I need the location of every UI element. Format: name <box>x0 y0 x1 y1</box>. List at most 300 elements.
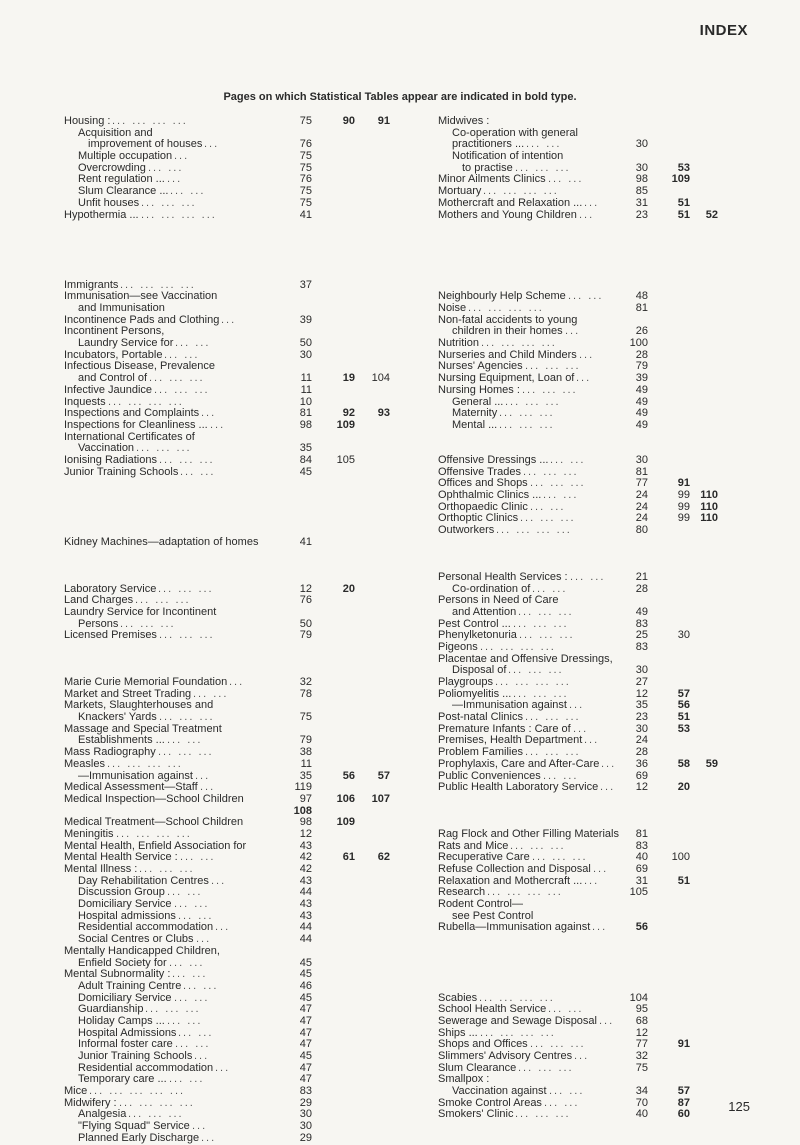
index-entry <box>438 338 738 350</box>
leader-dots: ... ... ... ... <box>487 886 563 899</box>
leader-dots: ... <box>211 874 227 887</box>
leader-dots: ... ... ... <box>532 851 588 864</box>
leader-dots: ... ... ... ... <box>480 640 556 653</box>
index-entry <box>64 829 384 841</box>
leader-dots: ... <box>215 1061 231 1074</box>
index-entry-label: Mortuary <box>438 185 482 198</box>
page-ref: 69 <box>635 863 648 875</box>
page-ref: 43 <box>299 874 312 887</box>
index-entry-label: Temporary care ... <box>78 1073 167 1086</box>
index-entry-label: Incubators, Portable <box>64 348 163 361</box>
leader-dots: ... ... ... <box>136 442 192 455</box>
page-ref: 12 <box>635 687 648 700</box>
page-ref: 35 <box>299 442 312 455</box>
index-entry-label: Persons <box>78 617 119 630</box>
page-ref: 99 <box>677 512 690 525</box>
index-entry-label: Enfield Society for <box>78 956 167 969</box>
page-ref: 47 <box>299 1026 312 1039</box>
index-entry <box>438 116 738 128</box>
index-entry-label: Junior Training Schools <box>64 465 179 478</box>
spacer <box>64 490 384 502</box>
index-entry-label: Ships ... <box>438 1026 478 1039</box>
page-ref: 108 <box>293 804 312 817</box>
spacer <box>438 432 738 444</box>
index-entry-label: Premises, Health Department <box>438 734 583 747</box>
index-entry-label: Nursing Equipment, Loan of <box>438 372 575 385</box>
index-entry <box>438 525 738 537</box>
page-ref: 81 <box>635 827 648 840</box>
index-entry-label: Playgroups <box>438 676 494 688</box>
index-entry-label: Knackers' Yards <box>78 711 157 724</box>
leader-dots: ... ... <box>180 851 216 864</box>
leader-dots: ... ... <box>172 968 208 981</box>
leader-dots: ... <box>601 757 617 770</box>
index-entry-label: Outworkers <box>438 524 495 537</box>
index-entry-label: Hospital Admissions <box>78 1026 177 1039</box>
page-ref: 24 <box>635 489 648 501</box>
page-ref: 51 <box>677 208 690 221</box>
index-entry-label: practitioners ... <box>452 138 525 151</box>
leader-dots: ... ... <box>550 453 586 466</box>
index-entry-label: General ... <box>452 395 504 408</box>
page-ref: 47 <box>299 1073 312 1086</box>
index-entry-label: Markets, Slaughterhouses and <box>64 699 214 712</box>
leader-dots: ... ... ... <box>513 617 569 630</box>
page-ref: 11 <box>300 757 312 770</box>
page-ref: 49 <box>635 383 648 396</box>
page-ref: 76 <box>299 173 312 186</box>
page-ref: 51 <box>677 196 690 209</box>
index-entry <box>438 490 738 502</box>
leader-dots: ... ... ... <box>518 1061 574 1074</box>
page-ref: 100 <box>629 337 648 350</box>
page-ref: 99 <box>677 489 690 501</box>
leader-dots: ... <box>196 933 212 946</box>
spacer <box>64 513 384 525</box>
leader-dots: ... ... <box>175 1038 211 1051</box>
page-ref: 29 <box>299 1131 312 1144</box>
leader-dots: ... <box>584 734 600 747</box>
leader-dots: ... ... <box>544 1096 580 1109</box>
page-ref: 38 <box>299 746 312 759</box>
index-entry-label: Inspections for Cleanliness ... <box>64 418 208 431</box>
index-entry-label: Acquisition and <box>78 126 153 139</box>
index-entry <box>438 210 738 222</box>
index-entry-label: Domiciliary Service <box>78 991 172 1004</box>
leader-dots: ... ... ... <box>159 453 215 466</box>
page-ref: 31 <box>635 874 648 887</box>
index-entry-label: Mothercraft and Relaxation ... <box>438 196 583 209</box>
leader-dots: ... ... <box>148 161 184 174</box>
index-entry-label: Nursing Homes : <box>438 383 520 396</box>
index-entry-label: Vaccination <box>78 442 135 455</box>
page-ref: 44 <box>299 921 312 934</box>
leader-dots: ... ... ... ... <box>116 827 192 840</box>
leader-dots: ... ... <box>167 734 203 747</box>
index-entry-label: Ophthalmic Clinics ... <box>438 489 542 501</box>
spacer <box>438 958 738 970</box>
index-entry <box>438 385 738 397</box>
index-heading: INDEX <box>699 22 748 39</box>
leader-dots: ... <box>210 418 226 431</box>
leader-dots: ... <box>215 921 231 934</box>
index-entry <box>64 420 384 432</box>
index-entry <box>438 1051 738 1063</box>
page-ref: 45 <box>299 465 312 478</box>
index-entry <box>64 385 384 397</box>
page-ref: 51 <box>677 874 690 887</box>
page-ref: 32 <box>635 1050 648 1062</box>
page-ref: 75 <box>299 161 312 174</box>
index-entry-label: Smoke Control Areas <box>438 1096 542 1109</box>
page-ref: 50 <box>299 617 312 630</box>
index-entry <box>438 1086 738 1098</box>
index-entry <box>64 115 390 128</box>
page-ref: 76 <box>299 138 312 151</box>
page-ref: 49 <box>635 418 648 431</box>
index-entry-label: Mental Illness : <box>64 863 138 875</box>
page-ref: 53 <box>677 722 690 735</box>
index-entry-label: Discussion Group <box>78 886 165 899</box>
leader-dots: ... <box>192 1120 208 1133</box>
leader-dots: ... ... ... ... <box>120 278 196 291</box>
leader-dots: ... <box>201 1131 217 1144</box>
spacer <box>438 946 738 958</box>
index-entry-label: Social Centres or Clubs <box>78 933 194 946</box>
page-ref: 81 <box>635 302 648 314</box>
index-entry-label: Planned Early Discharge <box>78 1131 200 1144</box>
leader-dots: ... ... ... ... <box>496 524 572 537</box>
spacer <box>64 502 384 514</box>
leader-dots: ... ... ... <box>158 746 214 759</box>
index-entry <box>64 151 384 163</box>
page-ref: 75 <box>299 711 312 724</box>
index-entry-label: Pest Control ... <box>438 617 511 630</box>
leader-dots: ... ... <box>543 489 579 501</box>
page-ref: 99 <box>677 500 690 513</box>
leader-dots: ... ... ... ... <box>141 208 217 221</box>
page-ref: 107 <box>371 792 390 805</box>
page-ref: 40 <box>635 851 648 864</box>
page-ref: 104 <box>371 372 390 385</box>
spacer <box>64 245 384 257</box>
leader-dots: ... ... ... ... ... <box>89 1085 186 1098</box>
index-entry-label: Midwifery : <box>64 1096 117 1109</box>
page-ref: 56 <box>342 769 355 782</box>
leader-dots: ... <box>565 325 581 338</box>
index-entry-label: Mental Health Service : <box>64 851 178 864</box>
leader-dots: ... <box>584 196 600 209</box>
page-ref: 105 <box>629 886 648 899</box>
page-ref: 42 <box>299 863 312 875</box>
index-entry-label: Mice <box>64 1085 88 1098</box>
bold-type-note: Pages on which Statistical Tables appear are indicated in bold type. <box>223 91 577 103</box>
index-entry-label: Rubella—Immunisation against <box>438 921 591 934</box>
page-ref: 12 <box>635 1026 648 1039</box>
leader-dots: ... <box>579 348 595 361</box>
spacer <box>64 233 384 245</box>
page-ref: 30 <box>299 348 312 361</box>
spacer <box>64 642 384 654</box>
index-entry-label: Rats and Mice <box>438 839 509 852</box>
spacer <box>438 233 738 245</box>
index-entry <box>64 537 384 549</box>
index-entry-label: Maternity <box>452 407 498 420</box>
index-entry-label: Co-ordination of <box>452 582 531 595</box>
leader-dots: ... ... <box>183 979 219 992</box>
page-ref: 83 <box>635 640 648 653</box>
index-entry <box>438 712 738 724</box>
leader-dots: ... ... ... <box>520 512 576 525</box>
page-ref: 95 <box>635 1003 648 1016</box>
leader-dots: ... ... <box>175 337 211 350</box>
spacer <box>438 794 738 806</box>
page-ref: 28 <box>635 582 648 595</box>
index-entry <box>64 338 384 350</box>
spacer <box>64 560 384 572</box>
spacer <box>64 548 384 560</box>
page-ref: 105 <box>336 453 355 466</box>
page-ref: 109 <box>336 816 355 829</box>
index-entry <box>438 829 738 841</box>
index-entry-label: Overcrowding <box>78 161 146 174</box>
index-entry-label: Placentae and Offensive Dressings, <box>438 652 613 665</box>
index-entry-label: Mothers and Young Children <box>438 208 577 221</box>
index-entry <box>64 864 384 876</box>
leader-dots: ... <box>579 208 595 221</box>
leader-dots: ... <box>600 781 616 794</box>
index-entry-label: Licensed Premises <box>64 629 157 642</box>
index-entry-label: Offensive Dressings ... <box>438 453 549 466</box>
index-entry-label: Day Rehabilitation Centres <box>78 874 209 887</box>
leader-dots: ... ... ... ... <box>107 757 183 770</box>
index-entry-label: Housing : <box>64 115 111 127</box>
page-ref: 43 <box>299 898 312 911</box>
index-entry-label: Mental ... <box>452 418 498 431</box>
page-ref: 20 <box>677 781 690 794</box>
leader-dots: ... ... ... <box>159 629 215 642</box>
page-ref: 110 <box>700 489 718 501</box>
index-entry <box>64 303 384 315</box>
index-entry <box>438 677 738 689</box>
page-ref: 100 <box>671 851 690 864</box>
index-entry-label: Mentally Handicapped Children, <box>64 944 220 957</box>
leader-dots: ... ... ... <box>513 687 569 700</box>
page-ref: 69 <box>635 769 648 782</box>
page-number: 125 <box>728 1099 750 1114</box>
index-entry-label: Non-fatal accidents to young <box>438 313 578 326</box>
index-entry-label: Orthoptic Clinics <box>438 512 519 525</box>
index-entry-label: Shops and Offices <box>438 1038 528 1051</box>
page-ref: 30 <box>635 664 648 677</box>
page-ref: 75 <box>635 1061 648 1074</box>
leader-dots: ... ... ... <box>508 664 564 677</box>
index-entry-label: Informal foster care <box>78 1038 173 1051</box>
leader-dots: ... ... <box>568 290 604 303</box>
leader-dots: ... ... ... <box>505 395 561 408</box>
page-ref: 78 <box>299 687 312 700</box>
page-ref: 70 <box>635 1096 648 1109</box>
spacer <box>438 537 738 549</box>
index-entry-label: Offensive Trades <box>438 465 521 478</box>
leader-dots: ... ... ... <box>525 360 581 373</box>
spacer <box>438 981 738 993</box>
page-ref: 61 <box>342 851 355 864</box>
page-ref: 44 <box>299 933 312 946</box>
page-ref: 43 <box>299 839 312 852</box>
index-entry-label: and Control of <box>78 372 148 385</box>
leader-dots: ... ... ... <box>145 1003 201 1016</box>
page-ref: 45 <box>299 991 312 1004</box>
index-entry-label: Rodent Control— <box>438 898 523 911</box>
index-entry-label: Immigrants <box>64 278 119 291</box>
page-ref: 42 <box>299 851 312 864</box>
index-entry-label: Vaccination against <box>452 1085 547 1098</box>
index-entry-label: Establishments ... <box>78 734 165 747</box>
index-column-right <box>438 116 738 1121</box>
index-entry <box>64 759 384 771</box>
leader-dots: ... <box>194 1050 210 1062</box>
page-ref: 30 <box>299 1120 312 1133</box>
index-entry-label: Research <box>438 886 486 899</box>
index-entry-label: Co-operation with general <box>452 126 578 139</box>
page-ref: 39 <box>299 313 312 326</box>
index-entry-label: Infective Jaundice <box>64 383 153 396</box>
index-entry <box>438 759 738 771</box>
index-entry <box>64 1016 384 1028</box>
leader-dots: ... <box>592 921 608 934</box>
spacer <box>438 256 738 268</box>
index-entry <box>438 572 738 584</box>
page-ref: 59 <box>705 757 718 770</box>
leader-dots: ... ... ... <box>525 746 581 759</box>
page-ref: 53 <box>677 161 690 174</box>
index-entry <box>64 677 384 689</box>
page-ref: 109 <box>671 173 690 186</box>
index-entry-label: and Immunisation <box>78 302 165 314</box>
index-entry-label: Hospital admissions <box>78 909 176 922</box>
leader-dots: ... ... ... <box>518 605 574 618</box>
page-ref: 77 <box>635 477 648 490</box>
index-entry-label: Pigeons <box>438 640 478 653</box>
leader-dots: ... ... ... ... <box>112 115 188 127</box>
leader-dots: ... ... <box>169 1073 205 1086</box>
page-ref: 77 <box>635 1038 648 1051</box>
index-entry-label: Laundry Service for <box>78 337 174 350</box>
page-ref: 23 <box>635 208 648 221</box>
page-ref: 75 <box>299 196 312 209</box>
page-ref: 43 <box>299 909 312 922</box>
page-ref: 20 <box>342 582 355 595</box>
leader-dots: ... <box>593 863 609 875</box>
index-entry-label: International Certificates of <box>64 430 195 443</box>
page-ref: 87 <box>677 1096 690 1109</box>
leader-dots: ... ... ... ... <box>480 1026 556 1039</box>
leader-dots: ... ... ... <box>530 1038 586 1051</box>
page-ref: 90 <box>342 115 355 127</box>
leader-dots: ... ... <box>164 348 200 361</box>
leader-dots: ... <box>574 1050 590 1062</box>
index-entry-label: Analgesia <box>78 1108 127 1121</box>
page-ref: 56 <box>635 921 648 934</box>
index-entry-label: Measles <box>64 757 105 770</box>
page-ref: 41 <box>299 208 312 221</box>
page-ref: 98 <box>299 418 312 431</box>
leader-dots: ... <box>204 138 220 151</box>
leader-dots: ... <box>221 313 237 326</box>
page-ref: 52 <box>705 208 718 221</box>
page-ref: 110 <box>700 512 718 525</box>
spacer <box>438 268 738 280</box>
page-ref: 57 <box>677 1085 690 1098</box>
page-ref: 32 <box>299 676 312 688</box>
index-entry <box>438 864 738 876</box>
leader-dots: ... ... ... <box>515 1108 571 1121</box>
page-ref: 98 <box>635 173 648 186</box>
page-ref: 45 <box>299 968 312 981</box>
leader-dots: ... ... <box>526 138 562 151</box>
page-ref: 106 <box>336 792 355 805</box>
leader-dots: ... ... <box>170 185 206 198</box>
leader-dots: ... ... ... <box>120 617 176 630</box>
index-entry <box>438 1016 738 1028</box>
leader-dots: ... ... <box>193 687 229 700</box>
spacer <box>64 525 384 537</box>
index-entry-label: School Health Service <box>438 1003 547 1016</box>
index-entry-label: Guardianship <box>78 1003 144 1016</box>
index-entry-label: Incontinence Pads and Clothing <box>64 313 220 326</box>
index-entry-label: Holiday Camps ... <box>78 1014 165 1027</box>
page-ref: 104 <box>629 991 648 1004</box>
index-entry-label: Neighbourly Help Scheme <box>438 290 566 303</box>
page-ref: 84 <box>299 453 312 466</box>
leader-dots: ... <box>201 407 217 420</box>
spacer <box>438 548 738 560</box>
index-entry-label: Nurses' Agencies <box>438 360 523 373</box>
page-ref: 30 <box>635 453 648 466</box>
page-ref: 83 <box>635 839 648 852</box>
spacer <box>438 806 738 818</box>
leader-dots: ... ... ... ... <box>495 676 571 688</box>
leader-dots: ... ... ... ... <box>119 1096 195 1109</box>
page-ref: 41 <box>299 535 312 548</box>
page-ref: 44 <box>299 886 312 899</box>
index-entry-label: —Immunisation against <box>452 699 567 712</box>
leader-dots: ... ... ... <box>141 196 197 209</box>
index-entry-label: Inquests <box>64 395 106 408</box>
index-entry-label: Immunisation—see Vaccination <box>64 290 218 303</box>
page-ref: 23 <box>635 711 648 724</box>
index-entry-label: Prophylaxis, Care and After-Care <box>438 757 600 770</box>
page-ref: 80 <box>635 524 648 537</box>
index-entry-label: Medical Inspection—School Children <box>64 792 244 805</box>
leader-dots: ... ... <box>548 1003 584 1016</box>
page-ref: 83 <box>635 617 648 630</box>
index-entry-label: Refuse Collection and Disposal <box>438 863 591 875</box>
leader-dots: ... ... ... <box>149 372 205 385</box>
index-entry-label: Problem Families <box>438 746 523 759</box>
index-entry-label: Noise <box>438 302 467 314</box>
index-entry-label: Rent regulation ... <box>78 173 165 186</box>
leader-dots: ... ... ... <box>530 477 586 490</box>
leader-dots: ... ... <box>178 909 214 922</box>
page-ref: 57 <box>677 687 690 700</box>
index-entry-label: Personal Health Services : <box>438 570 568 583</box>
index-entry-label: Residential accommodation <box>78 921 214 934</box>
leader-dots: ... ... <box>178 1026 214 1039</box>
page-ref: 12 <box>299 827 312 840</box>
index-entry <box>438 1109 738 1121</box>
